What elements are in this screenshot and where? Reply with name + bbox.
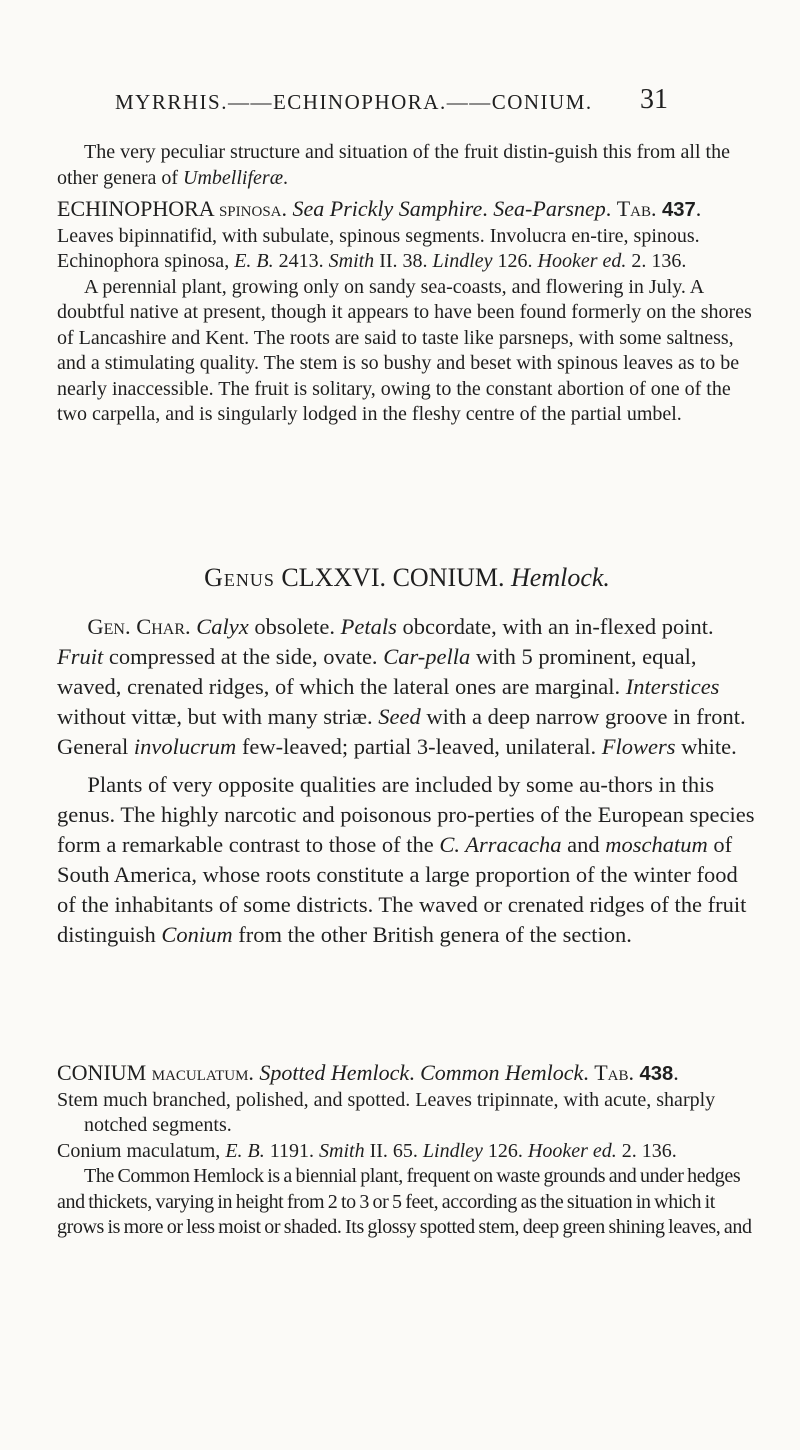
notes-text-1: Plants of very opposite qualities are included by some au-thors in this genus. The highly narcotic and poisonous pro-perties of the European species form a remarkable contrast to those of the <box>57 772 755 857</box>
genus-heading <box>57 562 757 594</box>
conium-entry <box>57 1060 757 1241</box>
page-header <box>0 84 800 120</box>
notes-italic-3: Conium <box>161 922 233 947</box>
conium-common-2: Common Hemlock <box>420 1060 584 1085</box>
fruit-label: Fruit <box>57 644 104 669</box>
notes-italic-1: C. Arracacha <box>439 832 562 857</box>
ref-eb-num: 2413. <box>273 250 329 272</box>
intro-paragraph <box>57 140 757 191</box>
echinophora-references <box>57 249 757 275</box>
echinophora-tab-number: 437 <box>662 199 696 221</box>
ref-species: Echinophora spinosa, <box>57 250 235 272</box>
conium-common-1: Spotted Hemlock <box>259 1060 410 1085</box>
calyx-text: obsolete. <box>248 614 341 639</box>
seed-label: Seed <box>378 704 421 729</box>
genus-common: Hemlock. <box>511 563 610 592</box>
petals-label: Petals <box>340 614 397 639</box>
gen-char-label: Gen. Char. <box>87 614 191 639</box>
involucrum-label: involucrum <box>133 734 237 759</box>
fruit-text: compressed at the side, ovate. <box>103 644 384 669</box>
conium-description: Stem much branched, polished, and spotted. Leaves tripinnate, with acute, sharply notched segments. <box>57 1088 716 1136</box>
ref-hooker-num: 2. 136. <box>616 1139 677 1162</box>
conium-tab-number: 438 <box>639 1063 674 1085</box>
ref-species: Conium maculatum, <box>57 1139 226 1162</box>
ref-smith: Smith <box>328 250 375 272</box>
conium-heading: CONIUM maculatum. Spotted Hemlock. Common Hemlock. Tab. 438. <box>57 1060 679 1085</box>
conium-references <box>57 1139 757 1165</box>
echinophora-common-1: Sea Prickly Samphire <box>292 196 483 221</box>
ref-hooker: Hooker ed. <box>537 250 627 272</box>
conium-tab-label: Tab. <box>594 1060 635 1085</box>
generic-character <box>57 612 757 950</box>
echinophora-description: Leaves bipinnatifid, with subulate, spinous segments. Involucra en-tire, spinous. <box>57 224 700 247</box>
gen-char-paragraph <box>57 612 757 762</box>
echinophora-entry <box>57 196 757 428</box>
involucrum-text: few-leaved; partial 3-leaved, unilateral. <box>236 734 602 759</box>
ref-smith-num: II. 65. <box>364 1139 423 1162</box>
intro-italic: Umbelliferæ <box>183 166 284 189</box>
ref-lindley: Lindley <box>422 1139 483 1162</box>
petals-text: obcordate, with an in-flexed point. <box>396 614 714 639</box>
carpella-text: with 5 prominent, equal, waved, crenated ridges, of which the lateral ones are marginal. <box>57 644 697 699</box>
echinophora-body: A perennial plant, growing only on sandy sea-coasts, and flowering in July. A doubtful native at present, though it appears to have been found formerly on the shores of Lancashire and Kent. The roots are said to taste like parsneps, with some saltness, and a stimulating quality. The stem is so bushy and beset with spinous leaves as to be nearly inaccessible. The fruit is solitary, owing to the constant abortion of one of the two carpella, and is singularly lodged in the fleshy centre of the partial umbel. <box>57 275 752 425</box>
ref-lindley-num: 126. <box>482 1139 528 1162</box>
running-title: MYRRHIS.——ECHINOPHORA.——CONIUM. <box>115 90 593 114</box>
conium-name: CONIUM <box>57 1060 147 1085</box>
echinophora-tab-label: Tab. <box>616 196 657 221</box>
interstices-text: without vittæ, but with many striæ. <box>57 704 379 729</box>
genus-notes <box>57 770 757 950</box>
flowers-text: white. <box>675 734 737 759</box>
carpella-label: Car-pella <box>383 644 471 669</box>
conium-body: The Common Hemlock is a biennial plant, frequent on waste grounds and under hedges and thickets, varying in height from 2 to 3 or 5 feet, according as the situation in which it grows is more or less moist or shaded. Its glossy spotted stem, deep green shining leaves, and <box>57 1165 752 1238</box>
notes-text-2: and <box>561 832 606 857</box>
ref-eb: E. B. <box>225 1139 265 1162</box>
notes-text-3: of South America, whose roots constitute a large proportion of the winter food of the inhabitants of some districts. The waved or crenated ridges of the fruit distinguish <box>57 832 747 947</box>
ref-eb: E. B. <box>234 250 274 272</box>
ref-hooker-num: 2. 136. <box>626 250 687 272</box>
conium-epithet: maculatum <box>151 1060 249 1085</box>
ref-smith-num: II. 38. <box>374 250 433 272</box>
ref-hooker: Hooker ed. <box>527 1139 617 1162</box>
echinophora-name: ECHINOPHORA <box>57 196 214 221</box>
ref-smith: Smith <box>319 1139 365 1162</box>
genus-number: CLXXVI. <box>281 563 387 592</box>
notes-italic-2: moschatum <box>605 832 708 857</box>
flowers-label: Flowers <box>601 734 676 759</box>
ref-lindley: Lindley <box>432 250 493 272</box>
echinophora-epithet: spinosa <box>218 196 282 221</box>
intro-end: . <box>283 166 289 189</box>
echinophora-heading: ECHINOPHORA spinosa. Sea Prickly Samphire. Sea-Parsnep. Tab. 437. <box>57 196 702 221</box>
notes-text-4: from the other British genera of the section. <box>232 922 632 947</box>
echinophora-common-2: Sea-Parsnep <box>493 196 606 221</box>
genus-label: Genus <box>204 563 275 592</box>
intro-text: The very peculiar structure and situation of the fruit distin-guish this from all the other genera of <box>57 141 730 189</box>
interstices-label: Interstices <box>625 674 720 699</box>
ref-lindley-num: 126. <box>492 250 538 272</box>
calyx-label: Calyx <box>196 614 249 639</box>
seed-text: with a deep narrow groove in front. General <box>57 704 746 759</box>
genus-name: CONIUM. <box>392 563 505 592</box>
ref-eb-num: 1191. <box>264 1139 320 1162</box>
page-number: 31 <box>640 84 668 115</box>
